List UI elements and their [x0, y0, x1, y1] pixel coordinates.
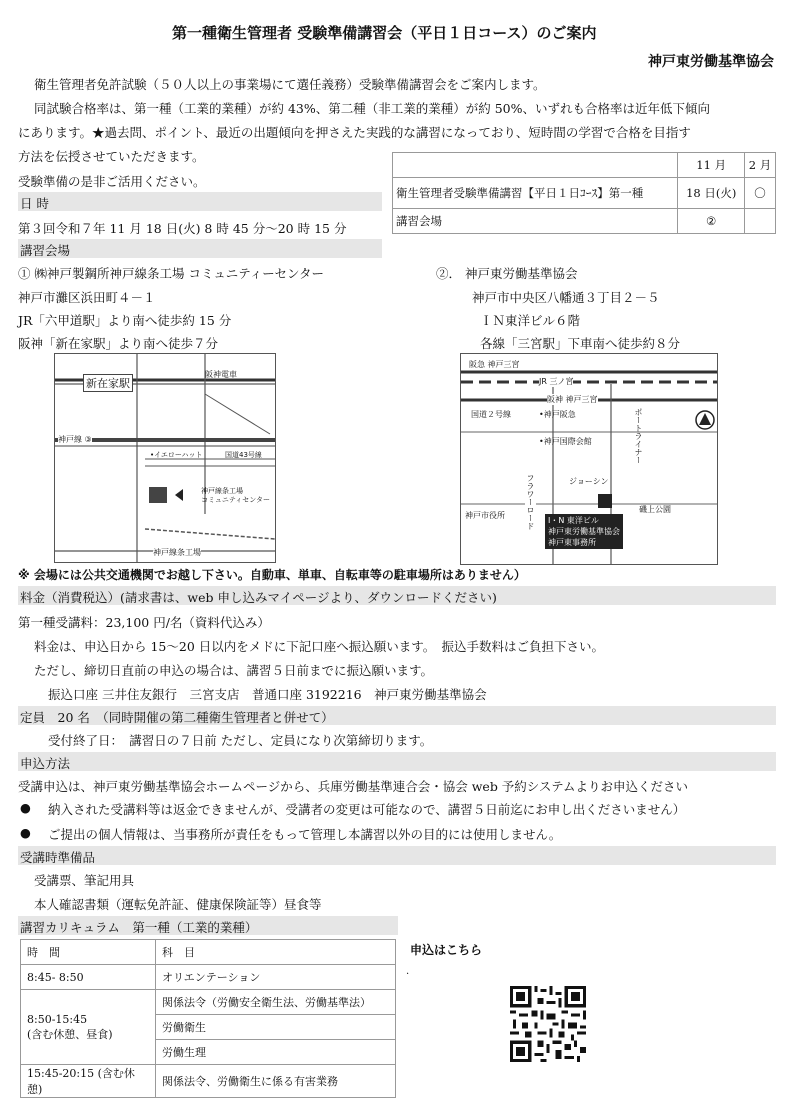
fee-heading-band [18, 586, 776, 605]
venue1-map [54, 353, 276, 563]
fee-line: ただし、締切日直前の申込の場合は、講習５日前までに振込願います。 [34, 663, 434, 678]
map2-hanshin-label: 阪神 神戸三宮 [547, 395, 598, 404]
map2-jr-label: JR 三ノ宮 [539, 377, 574, 386]
curriculum-time: 8:45- 8:50 [21, 965, 156, 990]
organizer-name: 神戸東労働基準協会 [648, 54, 774, 70]
curriculum-heading-band [18, 916, 398, 935]
capacity-heading-band [18, 706, 776, 725]
curriculum-subject: 関係法令（労働安全衛生法、労働基準法） [156, 990, 396, 1015]
map2-hankyu-label: 阪急 神戸三宮 [469, 360, 520, 369]
intro-line: 受験準備の是非ご活用ください。 [18, 174, 206, 189]
schedule-feb-venue [745, 209, 776, 234]
curriculum-col-subject: 科 目 [156, 940, 396, 965]
parking-notice: ※ 会場には公共交通機関でお越し下さい。自動車、単車、自転車等の駐車場所はありません） [18, 568, 526, 582]
venue2-access: 各線「三宮駅」下車南へ徒歩約８分 [480, 336, 681, 351]
map2-flower-label: フラワーロード [526, 474, 535, 530]
month-feb-header: 2 月 [745, 153, 776, 178]
apply-bullet: 納入された受講料等は返金できませんが、受講者の変更は可能なので、講習５日前迄にお申し出くださいません） [48, 802, 686, 817]
curriculum-table [20, 939, 396, 1098]
fee-line: 料金は、申込日から 15～20 日以内をメドに下記口座へ振込願います。 振込手数料はご負担下さい。 [34, 639, 605, 654]
schedule-nov-venue: ② [678, 209, 745, 234]
capacity-heading: 定員 20 名 （同時開催の第二種衛生管理者と併せて） [20, 710, 334, 725]
venue1-name: ① ㈱神戸製鋼所神戸線条工場 コミュニティーセンター [18, 266, 324, 281]
qr-code-icon[interactable] [510, 986, 586, 1062]
curriculum-subject: 労働衛生 [156, 1015, 396, 1040]
apply-heading-band [18, 752, 776, 771]
bullet-icon: ● [20, 800, 31, 815]
venue-heading: 講習会場 [20, 243, 71, 258]
date-text: 第３回令和７年 11 月 18 日(火) 8 時 45 分～20 時 15 分 [18, 221, 347, 236]
schedule-feb-date: 〇 [745, 178, 776, 209]
items-line: 受講票、筆記用具 [34, 873, 135, 888]
schedule-nov-date: 18 日(火) [678, 178, 745, 209]
apply-here-label: 申込はこちら [410, 943, 483, 957]
map2-josin-label: ジョーシン [569, 477, 609, 486]
map1-station-label: 新在家駅 [83, 374, 133, 392]
map2-kobe-hankyu-label: •神戸阪急 [539, 410, 576, 419]
page-title: 第一種衛生管理者 受験準備講習会（平日１日コース）のご案内 [172, 24, 597, 42]
apply-heading: 申込方法 [20, 756, 71, 771]
map1-yellowhat-label: •イエローハット [150, 451, 203, 459]
fee-line: 第一種受講料：23,100 円/名（資料代込み） [18, 615, 270, 630]
curriculum-subject: オリエンテーション [156, 965, 396, 990]
venue1-access: 阪神「新在家駅」より南へ徒歩７分 [18, 336, 219, 351]
date-heading: 日 時 [20, 196, 49, 211]
schedule-venue-label: 講習会場 [393, 209, 678, 234]
map1-route43-label: 国道43号線 [225, 451, 262, 459]
map2-kokusai-label: •神戸国際会館 [539, 437, 592, 446]
curriculum-time-main: 8:50-15:45 [27, 1012, 88, 1026]
map2-building-office: 神戸東事務所 [548, 538, 596, 547]
bullet-icon: ● [20, 825, 31, 840]
curriculum-col-time: 時 間 [21, 940, 156, 965]
curriculum-time-note: (含む休憩、昼食) [27, 1027, 113, 1041]
map2-building-label [545, 514, 623, 549]
intro-line: にあります。★過去問、ポイント、最近の出題傾向を押さえた実践的な講習になっており、短時間の学習で合格を目指す [18, 125, 691, 140]
venue1-address: 神戸市灘区浜田町４－１ [18, 290, 156, 305]
map1-railway-label: 阪神電車 [205, 370, 237, 379]
schedule-table [392, 152, 776, 234]
map2-portliner-label: ポートライナー [634, 408, 643, 464]
curriculum-time [21, 990, 156, 1065]
map2-route2-label: 国道２号線 [471, 410, 511, 419]
venue2-address: 神戸市中央区八幡通３丁目２－５ [472, 290, 660, 305]
curriculum-time: 15:45-20:15 (含む休憩) [21, 1065, 156, 1098]
curriculum-heading: 講習カリキュラム 第一種（工業的業種） [20, 920, 258, 935]
schedule-course-label: 衛生管理者受験準備講習【平日１日ｺｰｽ】第一種 [393, 178, 678, 209]
venue-heading-band [18, 239, 382, 258]
fee-account: 振込口座 三井住友銀行 三宮支店 普通口座 3192216 神戸東労働基準協会 [48, 687, 487, 702]
map2-cityhall-label: 神戸市役所 [465, 511, 505, 520]
items-line: 本人確認書類（運転免許証、健康保険証等）昼食等 [34, 897, 322, 912]
intro-line: 衛生管理者免許試験（５０人以上の事業場にて選任義務）受験準備講習会をご案内します。 [34, 77, 546, 92]
map2-building-name: I・N 東洋ビル [548, 516, 599, 525]
intro-line: 同試験合格率は、第一種（工業的業種）が約 43%、第二種（非工業的業種）が約 50%、いずれも合格率は近年低下傾向 [34, 101, 711, 116]
apply-dot: . [406, 966, 410, 977]
venue2-map [460, 353, 718, 565]
capacity-line: 受付終了日： 講習日の７日前 ただし、定員になり次第締切ります。 [48, 733, 433, 748]
venue2-name: ②． 神戸東労働基準協会 [436, 266, 578, 281]
curriculum-subject: 労働生理 [156, 1040, 396, 1065]
items-heading-band [18, 846, 776, 865]
map1-route3-label: 神戸線 ③ [58, 435, 92, 444]
venue2-building: ＩＮ東洋ビル６階 [480, 313, 581, 328]
map1-facility-label: 神戸線条工場 [201, 487, 243, 495]
map1-factory-label: 神戸線条工場 [153, 548, 201, 557]
intro-line: 方法を伝授させていただきます。 [18, 149, 205, 164]
map1-facility-label: コミュニティセンター [201, 496, 271, 504]
apply-bullet: ご提出の個人情報は、当事務所が責任をもって管理し本講習以外の目的には使用しません。 [48, 827, 562, 842]
fee-heading: 料金（消費税込）(請求書は、web 申し込みマイページより、ダウンロードください) [20, 590, 497, 605]
items-heading: 受講時準備品 [20, 850, 96, 865]
month-nov-header: 11 月 [678, 153, 745, 178]
apply-line: 受講申込は、神戸東労働基準協会ホームページから、兵庫労働基準連合会・協会 web 予約システムよりお申込ください [18, 779, 689, 794]
date-heading-band [18, 192, 382, 211]
curriculum-subject: 関係法令、労働衛生に係る有害業務 [156, 1065, 396, 1098]
map2-park-label: 磯上公園 [639, 505, 671, 514]
venue1-access: JR「六甲道駅」より南へ徒歩約 15 分 [18, 313, 232, 328]
map2-building-org: 神戸東労働基準協会 [548, 527, 620, 536]
